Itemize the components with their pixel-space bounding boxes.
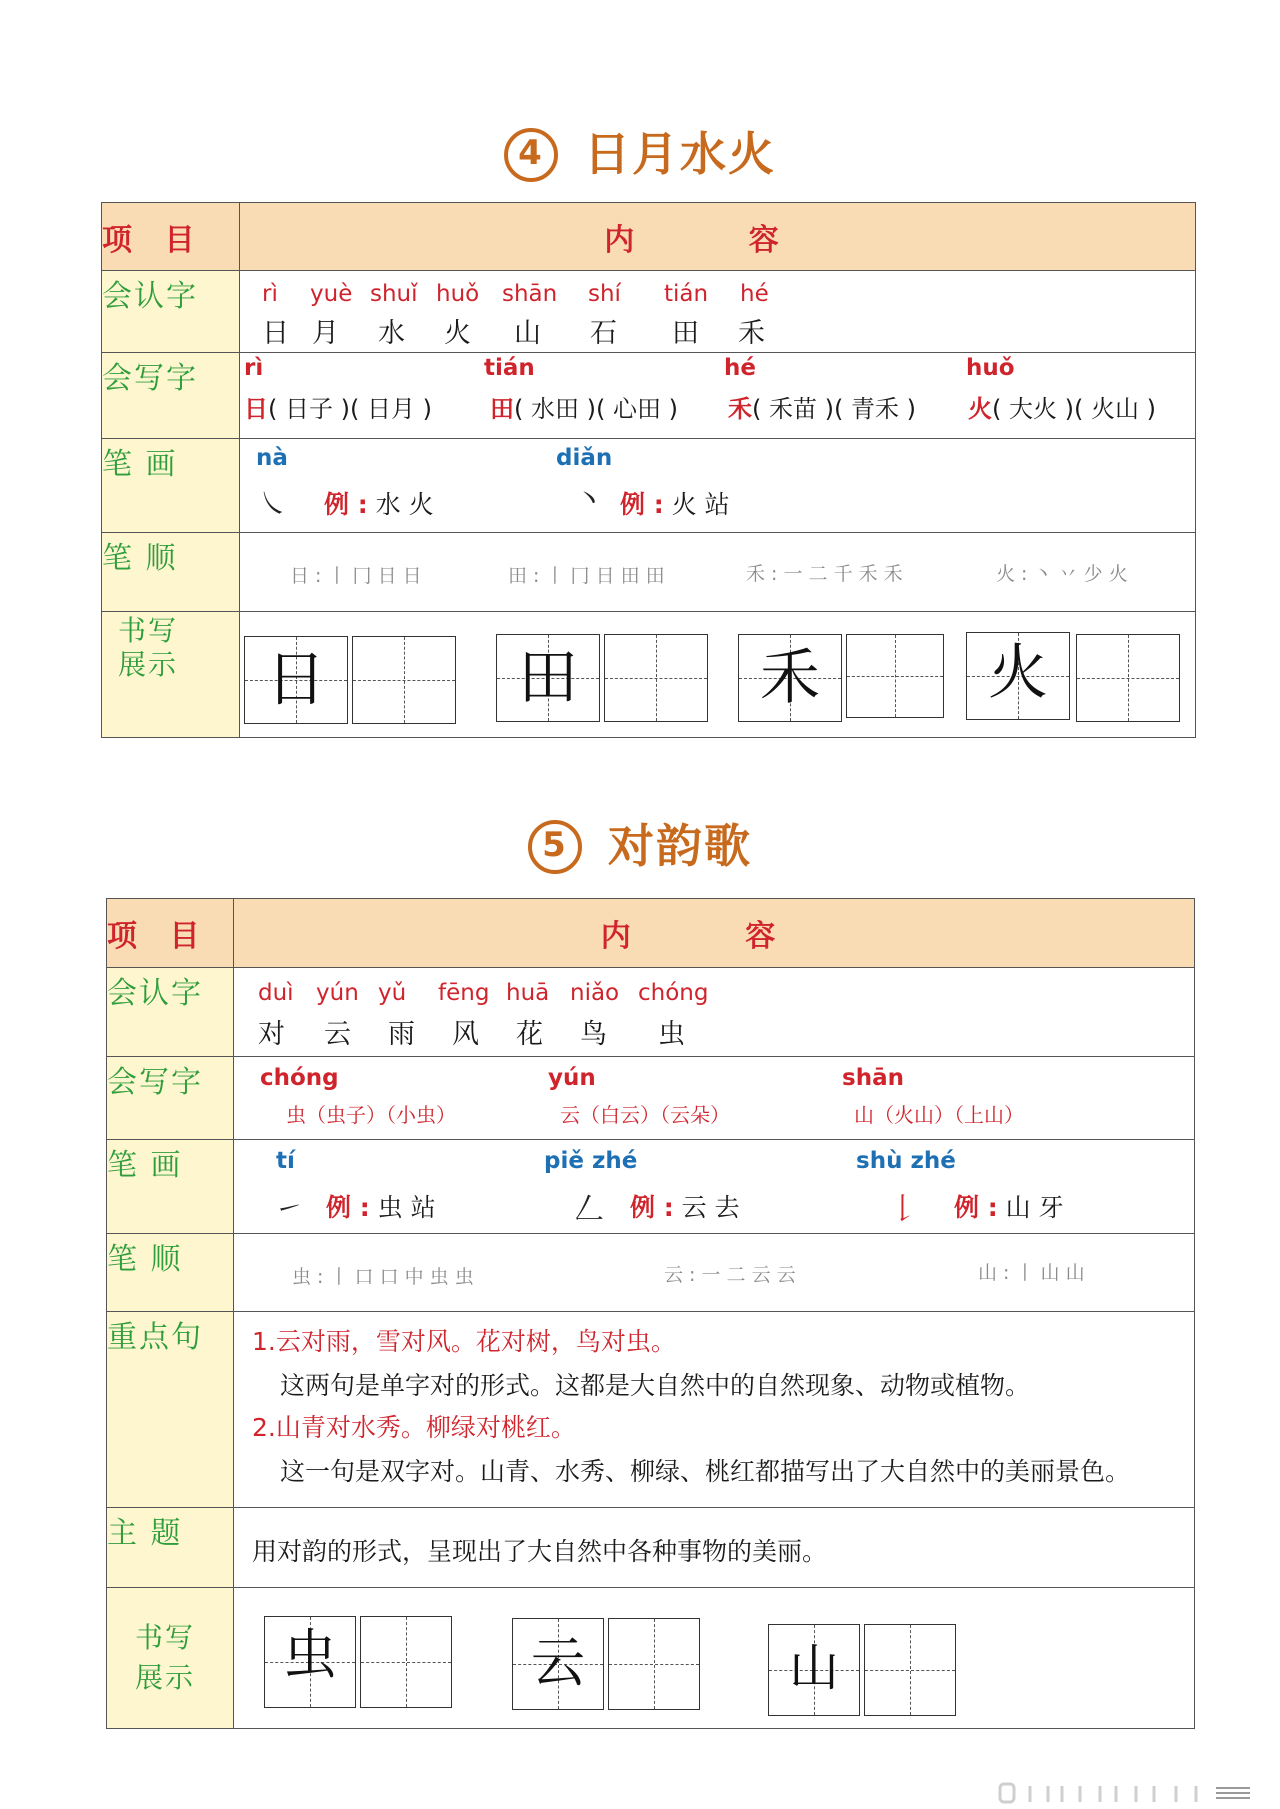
- stroke-example: 例 : 虫 站: [326, 1193, 436, 1222]
- write-entry: 云（白云）（云朵）: [560, 1103, 730, 1127]
- table-header-row: [102, 203, 1196, 271]
- pinyin: fēng: [438, 980, 490, 1006]
- write-entry: 日( 日子 )( 日月 ): [244, 395, 432, 423]
- section-4-title: [0, 118, 1280, 184]
- recognize-label: 会认字: [107, 968, 234, 1057]
- write-cell: [234, 1057, 1195, 1140]
- key-sentence-note: 这一句是双字对。山青、水秀、柳绿、桃红都描写出了大自然中的美丽景色。: [280, 1457, 1131, 1486]
- order-label: 笔 顺: [107, 1234, 234, 1312]
- write-row: [102, 353, 1196, 439]
- order-row: [107, 1234, 1195, 1312]
- stroke-row: [102, 439, 1196, 533]
- write-row: [107, 1057, 1195, 1140]
- key-sentence: 2.山青对水秀。柳绿对桃红。: [252, 1413, 576, 1442]
- writing-grid-box: 虫: [264, 1616, 356, 1708]
- display-row: [102, 612, 1196, 738]
- stroke-cell: [234, 1140, 1195, 1234]
- order-label: 笔 顺: [102, 533, 240, 612]
- theme-text: 用对韵的形式，呈现出了大自然中各种事物的美丽。: [252, 1537, 828, 1566]
- key-sentence-label: 重点句: [107, 1312, 234, 1508]
- pinyin: yún: [548, 1065, 596, 1091]
- writing-grid-box-empty: [608, 1618, 700, 1710]
- writing-grid-box-empty: [352, 636, 456, 724]
- stroke-order: 山 : 丨 山 山: [978, 1262, 1085, 1284]
- lesson-table-5: [106, 898, 1195, 1729]
- hanzi: 日: [262, 318, 289, 349]
- stroke-glyph: 丶: [574, 483, 604, 518]
- recognize-cell: [240, 271, 1196, 353]
- writing-grid-box: 日: [244, 636, 348, 724]
- recognize-row: [102, 271, 1196, 353]
- pinyin: shí: [588, 281, 621, 307]
- hanzi: 月: [312, 318, 339, 349]
- pinyin: niǎo: [570, 980, 620, 1006]
- writing-grid-box: 火: [966, 632, 1070, 720]
- pinyin: huǒ: [436, 281, 480, 307]
- pinyin: hé: [740, 281, 769, 307]
- writing-grid-box-empty: [846, 634, 944, 718]
- display-cell: [234, 1588, 1195, 1729]
- writing-grid-box: 云: [512, 1618, 604, 1710]
- write-label: 会写字: [102, 353, 240, 439]
- pinyin: chóng: [260, 1065, 339, 1091]
- write-entry: 火( 大火 )( 火山 ): [968, 395, 1156, 423]
- theme-row: [107, 1508, 1195, 1588]
- pinyin: duì: [258, 980, 294, 1006]
- stroke-order: 田 : 丨 冂 日 田 田: [508, 565, 665, 587]
- hanzi: 火: [444, 318, 471, 349]
- recognize-label: 会认字: [102, 271, 240, 353]
- hanzi: 石: [590, 318, 617, 349]
- stroke-glyph: ㇀: [274, 1192, 304, 1227]
- order-row: [102, 533, 1196, 612]
- stroke-label: 笔 画: [107, 1140, 234, 1234]
- display-label: 书写展示: [107, 1588, 234, 1729]
- stroke-example: 例 : 水 火: [324, 490, 434, 519]
- display-label: 书写展示: [102, 612, 240, 738]
- section-number-badge: 5: [528, 820, 582, 874]
- stroke-label: 笔 画: [102, 439, 240, 533]
- order-cell: [234, 1234, 1195, 1312]
- header-item-label: 项 目: [107, 899, 234, 968]
- writing-grid-box-empty: [360, 1616, 452, 1708]
- section-number-badge: 4: [504, 128, 558, 182]
- hanzi: 雨: [388, 1019, 415, 1050]
- writing-grid-box-empty: [1076, 634, 1180, 722]
- lesson-table-4: [101, 202, 1196, 738]
- pinyin: rì: [262, 281, 278, 307]
- writing-grid-box: 山: [768, 1624, 860, 1716]
- writing-grid-box-empty: [604, 634, 708, 722]
- hanzi: 风: [452, 1019, 479, 1050]
- stroke-example: 例 : 山 牙: [954, 1193, 1064, 1222]
- stroke-row: [107, 1140, 1195, 1234]
- header-item-label: 项 目: [102, 203, 240, 271]
- theme-cell: [234, 1508, 1195, 1588]
- stroke-order: 云 : 一 二 云 云: [664, 1264, 796, 1286]
- section-5-heading: 对韵歌: [608, 819, 752, 873]
- pinyin: chóng: [638, 980, 709, 1006]
- writing-grid-box: 禾: [738, 634, 842, 722]
- hanzi: 对: [258, 1019, 285, 1050]
- stroke-pinyin: piě zhé: [544, 1148, 638, 1174]
- stroke-glyph: 𠃋: [574, 1192, 604, 1227]
- hanzi: 禾: [738, 318, 765, 349]
- pinyin: shān: [842, 1065, 904, 1091]
- pinyin: yǔ: [378, 980, 407, 1006]
- display-cell: [240, 612, 1196, 738]
- stroke-glyph: 𠄌: [888, 1192, 918, 1227]
- pinyin: yún: [316, 980, 359, 1006]
- table-header-row: [107, 899, 1195, 968]
- stroke-pinyin: shù zhé: [856, 1148, 956, 1174]
- stroke-order: 火 : 丶 丷 少 火: [996, 563, 1128, 585]
- pinyin: rì: [244, 355, 264, 381]
- display-row: [107, 1588, 1195, 1729]
- stroke-example: 例 : 云 去: [630, 1193, 740, 1222]
- hanzi: 鸟: [580, 1019, 607, 1050]
- pinyin: huǒ: [966, 355, 1015, 381]
- stroke-example: 例 : 火 站: [620, 490, 730, 519]
- write-entry: 虫（虫子）（小虫）: [286, 1103, 456, 1127]
- key-sentence-cell: [234, 1312, 1195, 1508]
- stroke-pinyin: tí: [276, 1148, 295, 1174]
- write-label: 会写字: [107, 1057, 234, 1140]
- pinyin: shān: [502, 281, 558, 307]
- key-sentence-note: 这两句是单字对的形式。这都是大自然中的自然现象、动物或植物。: [280, 1371, 1031, 1400]
- write-entry: 田( 水田 )( 心田 ): [490, 395, 678, 423]
- hanzi: 山: [514, 318, 541, 349]
- stroke-order: 日 : 丨 冂 日 日: [290, 565, 422, 587]
- section-4-heading: 日月水火: [584, 127, 776, 181]
- pinyin: huā: [506, 980, 550, 1006]
- write-entry: 禾( 禾苗 )( 青禾 ): [728, 395, 916, 423]
- hanzi: 水: [378, 318, 405, 349]
- hanzi: 田: [672, 318, 699, 349]
- recognize-cell: [234, 968, 1195, 1057]
- write-cell: [240, 353, 1196, 439]
- write-entry: 山（火山）（上山）: [854, 1103, 1024, 1127]
- key-sentence: 1.云对雨，雪对风。花对树，鸟对虫。: [252, 1327, 676, 1356]
- section-5-title: [0, 810, 1280, 876]
- pinyin: yuè: [310, 281, 353, 307]
- pinyin: hé: [724, 355, 756, 381]
- pinyin: tián: [484, 355, 535, 381]
- stroke-order: 虫 : 丨 口 口 中 虫 虫: [292, 1266, 474, 1288]
- stroke-order: 禾 : 一 二 千 禾 禾: [746, 563, 903, 585]
- order-cell: [240, 533, 1196, 612]
- hanzi: 云: [324, 1019, 351, 1050]
- writing-grid-box: 田: [496, 634, 600, 722]
- hanzi: 花: [516, 1019, 543, 1050]
- writing-grid-box-empty: [864, 1624, 956, 1716]
- pinyin: tián: [664, 281, 709, 307]
- stroke-cell: [240, 439, 1196, 533]
- stroke-pinyin: nà: [256, 445, 288, 471]
- hanzi: 虫: [658, 1019, 685, 1050]
- key-sentence-row: [107, 1312, 1195, 1508]
- recognize-row: [107, 968, 1195, 1057]
- stroke-glyph: ㇏: [258, 487, 288, 522]
- theme-label: 主 题: [107, 1508, 234, 1588]
- watermark-bars-icon: [940, 1782, 1260, 1804]
- header-content-label: 内 容: [234, 899, 1195, 968]
- header-content-label: 内 容: [240, 203, 1196, 271]
- pinyin: shuǐ: [370, 281, 418, 307]
- stroke-pinyin: diǎn: [556, 445, 613, 471]
